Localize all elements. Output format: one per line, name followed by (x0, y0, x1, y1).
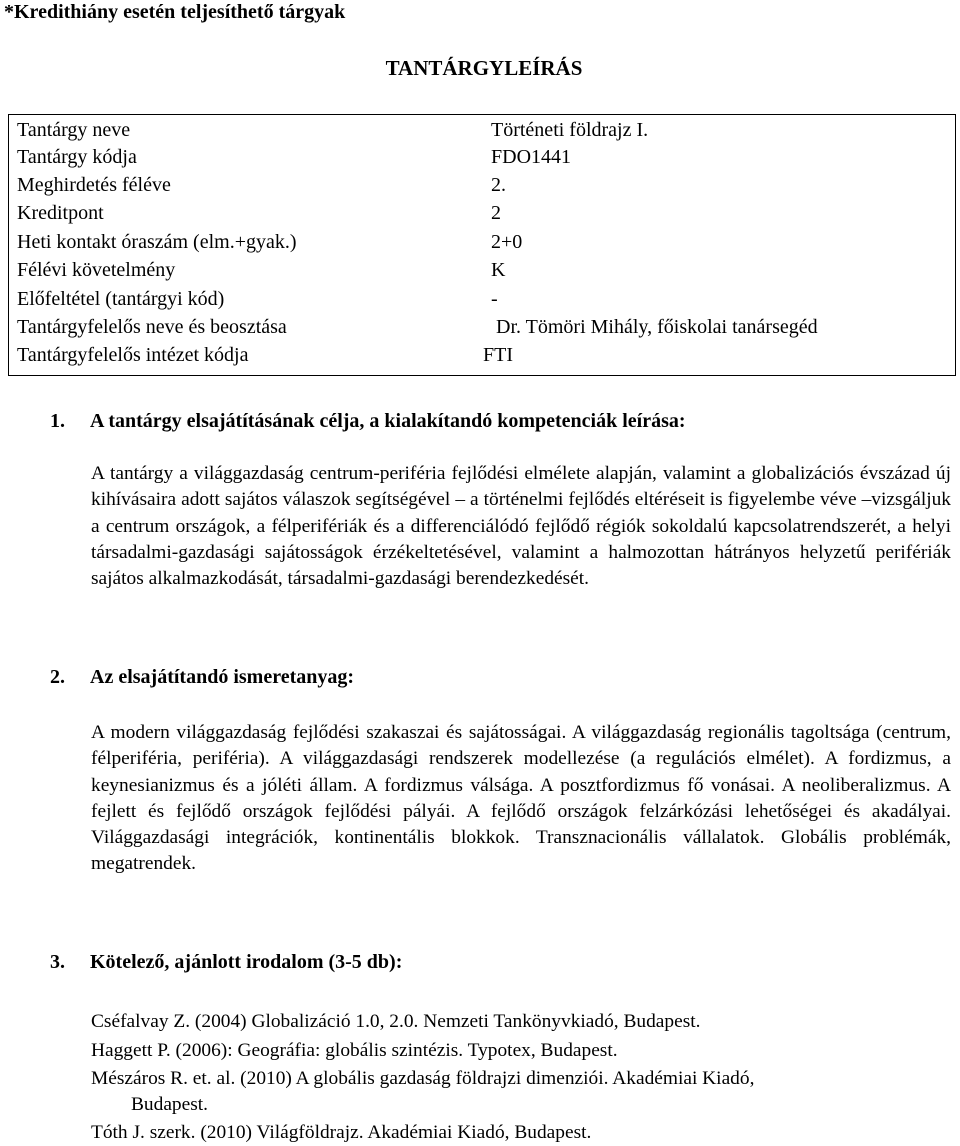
info-value: Történeti földrajz I. (491, 119, 649, 141)
info-value: - (491, 288, 498, 310)
info-label: Tantárgyfelelős intézet kódja (17, 344, 249, 366)
info-row-institute-code (9, 342, 955, 369)
info-label: Tantárgyfelelős neve és beosztása (17, 316, 287, 338)
info-value: 2 (491, 202, 501, 224)
info-row-requirement (9, 257, 955, 284)
info-label: Tantárgy neve (17, 119, 131, 141)
document-title: TANTÁRGYLEÍRÁS (385, 56, 583, 80)
section-heading-2 (50, 664, 354, 690)
info-row-semester (9, 172, 955, 199)
section-title: Az elsajátítandó ismeretanyag: (90, 666, 355, 688)
section-number: 1. (50, 410, 65, 432)
info-value: K (491, 259, 506, 281)
course-info-box (8, 114, 956, 376)
reference-line: Mészáros R. et. al. (2010) A globális gazdaság földrajzi dimenziói. Akadémiai Kiadó, (91, 1068, 755, 1089)
info-row-weekly-hours (9, 229, 955, 256)
info-label: Heti kontakt óraszám (elm.+gyak.) (17, 231, 297, 253)
reference-item: Cséfalvay Z. (2004) Globalizáció 1.0, 2.0. Nemzeti Tankönyvkiadó, Budapest. (91, 1011, 701, 1032)
section-text-2: A modern világgazdaság fejlődési szakaszai és sajátosságai. A világgazdaság regionális tagoltsága (centrum, félperiféria, periféria). A világgazdasági rendszerek modellezése (a regulációs elmélet). A fordizmus, a keynesianizmus és a jóléti állam. A fordizmus válsága. A posztfordizmus fő vonásai. A neoliberalizmus. A fejlett és fejlődő országok fejlődési pályái. A fejlődő országok felzárkózási lehetőségei és akadályai. Világgazdasági integrációk, kontinentális blokkok. Transznacionális vállalatok. Globális problémák, megatrendek. (91, 722, 951, 875)
reference-line-continued: Budapest. (131, 1094, 209, 1116)
reference-item: Haggett P. (2006): Geográfia: globális szintézis. Typotex, Budapest. (91, 1040, 618, 1061)
section-heading-1 (50, 408, 686, 434)
reference-item: Tóth J. szerk. (2010) Világföldrajz. Akadémiai Kiadó, Budapest. (91, 1122, 592, 1143)
section-title: A tantárgy elsajátításának célja, a kialakítandó kompetenciák leírása: (90, 410, 686, 432)
info-value: Dr. Tömöri Mihály, főiskolai tanársegéd (496, 316, 818, 338)
section-title: Kötelező, ajánlott irodalom (3-5 db): (90, 951, 403, 973)
info-label: Félévi követelmény (17, 259, 176, 281)
info-row-credits (9, 200, 955, 227)
section-heading-3 (50, 949, 402, 975)
info-label: Kreditpont (17, 202, 104, 224)
info-row-prerequisite (9, 286, 955, 313)
section-number: 2. (50, 666, 65, 688)
info-row-responsible (9, 314, 955, 341)
info-row-course-code (9, 144, 955, 171)
info-row-course-name (9, 117, 955, 144)
info-value: FTI (483, 344, 513, 366)
reference-item (91, 1066, 957, 1119)
info-label: Tantárgy kódja (17, 146, 137, 168)
info-value: 2. (491, 174, 506, 196)
info-value: 2+0 (491, 231, 523, 253)
section-text-1: A tantárgy a világgazdaság centrum-periféria fejlődési elmélete alapján, valamint a globalizációs évszázad új kihívásaira adott sajátos válaszok segítségével – a történelmi fejlődés eltéréseit is figyelembe véve –vizsgáljuk a centrum országok, a félperifériák és a differenciálódó fejlődő régiók sokoldalú kapcsolatrendszerét, a helyi társadalmi-gazdasági sajátosságok érzékeltetésével, valamint a halmozottan hátrányos helyzetű perifériák sajátos alkalmazkodását, társadalmi-gazdasági berendezkedését. (91, 463, 951, 590)
top-note: *Kredithiány esetén teljesíthető tárgyak (4, 1, 346, 23)
section-number: 3. (50, 951, 65, 973)
info-value: FDO1441 (491, 146, 572, 168)
info-label: Meghirdetés féléve (17, 174, 171, 196)
info-label: Előfeltétel (tantárgyi kód) (17, 288, 225, 310)
